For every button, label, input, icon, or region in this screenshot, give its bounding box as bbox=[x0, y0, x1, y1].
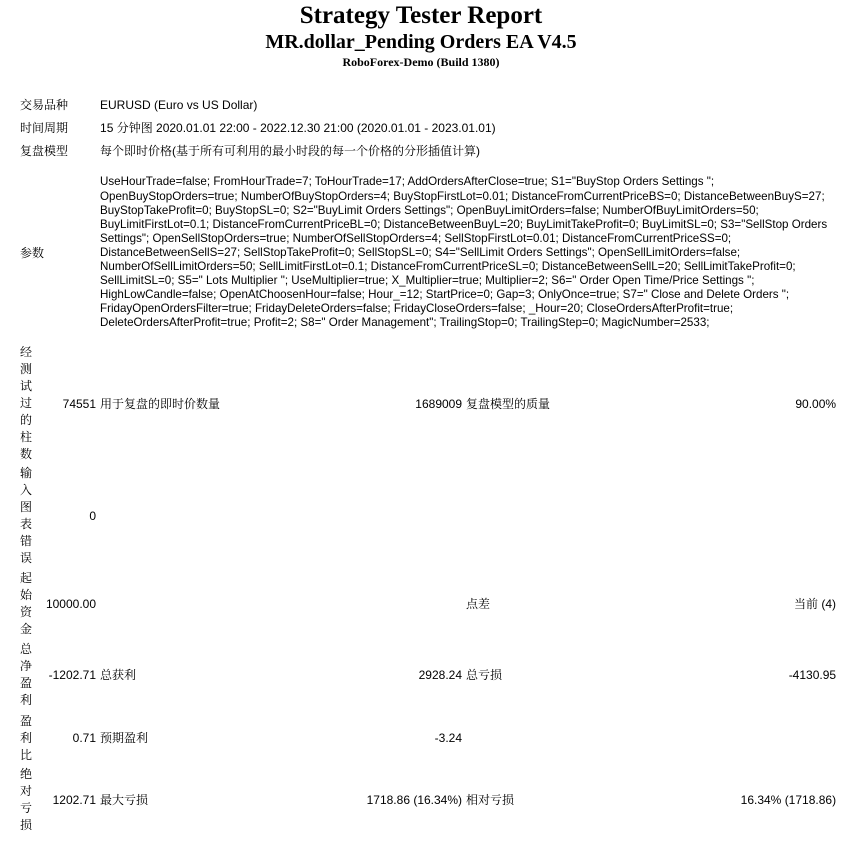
bars-tested-value-2: 1689009 bbox=[415, 396, 463, 411]
stats-row-chart-errors bbox=[18, 463, 838, 568]
profit-factor-label: 盈利比 bbox=[20, 713, 33, 762]
chart-errors-label-2 bbox=[98, 463, 278, 568]
absolute-drawdown-value: 1202.71 bbox=[52, 793, 97, 807]
total-net-profit-label-2: 总获利 bbox=[100, 668, 137, 682]
initial-deposit-label-2 bbox=[98, 568, 278, 640]
bars-tested-label-2: 用于复盘的即时价数量 bbox=[100, 396, 221, 411]
report-title: Strategy Tester Report bbox=[299, 2, 543, 29]
info-row-symbol bbox=[18, 94, 838, 116]
total-net-profit-label-3: 总亏损 bbox=[466, 668, 503, 682]
parameters-value: UseHourTrade=false; FromHourTrade=7; ToHourTrade=17; AddOrdersAfterClose=true; S1="BuyStop Orders Settings "; OpenBuyStopOrders=true; NumberOfBuyStopOrders=4; BuyStopFirstLot=0.01; DistanceFromCurrentPriceBS=0; DistanceBetweenBuyS=27; BuyStopTakeProfit=0; BuyStopSL=0; S2="BuyLimit Orders Settings"; OpenBuyLimitOrders=false; NumberOfBuyLimitOrders=50; BuyLimitFirstLot=0.1; DistanceFromCurrentPriceBL=0; DistanceBetweenBuyL=20; BuyLimitTakeProfit=0; BuyLimitSL=0; S3="SellStop Orders Settings"; OpenSellStopOrders=true; NumberOfSellStopOrders=4; SellStopFirstLot=0.01; DistanceFromCurrentPriceSS=0; DistanceBetweenSellS=27; SellStopTakeProfit=0; SellStopSL=0; S4="SellLimit Orders Settings"; OpenSellLimitOrders=false; NumberOfSellLimitOrders=50; SellLimitFirstLot=0.1; DistanceFromCurrentPriceSL=0; DistanceBetweenSellL=20; SellLimitTakeProfit=0; SellLimitSL=0; S5=" Lots Multiplier "; UseMultiplier=true; X_Multiplier=true; Multiplier=2; S6=" Order Open Time/Price Settings "; HighLowCandle=false; OpenAtChoosenHour=false; Hour_=12; StartPrice=0; Gap=3; OnlyOnce=true; S7=" Close and Delete Orders "; FridayOpenOrdersFilter=true; FridayDeleteOrders=false; FridayCloseOrders=false; _Hour=20; CloseOrdersAfterProfit=true; DeleteOrdersAfterProfit=true; Profit=2; S8=" Order Management"; TrailingStop=0; TrailingStep=0; MagicNumber=2533; bbox=[100, 175, 828, 330]
bars-tested-value: 74551 bbox=[62, 396, 97, 411]
parameters-label: 参数 bbox=[20, 246, 45, 260]
expert-name: MR.dollar_Pending Orders EA V4.5 bbox=[265, 31, 577, 53]
initial-deposit-label-3: 点差 bbox=[466, 597, 491, 611]
total-net-profit-value-3: -4130.95 bbox=[788, 668, 837, 682]
info-row-model bbox=[18, 140, 838, 162]
absolute-drawdown-value-2: 1718.86 (16.34%) bbox=[366, 793, 463, 807]
profit-factor-label-2: 预期盈利 bbox=[100, 731, 149, 745]
stats-row-profit-factor bbox=[18, 710, 838, 766]
initial-deposit-value: 10000.00 bbox=[45, 597, 97, 611]
symbol-value: EURUSD (Euro vs US Dollar) bbox=[100, 98, 258, 112]
chart-errors-value: 0 bbox=[89, 508, 97, 523]
symbol-label: 交易品种 bbox=[20, 98, 69, 112]
chart-errors-label: 输入图表错误 bbox=[20, 465, 33, 565]
bars-tested-label: 经测试过的柱数 bbox=[20, 345, 33, 461]
info-row-period bbox=[18, 116, 838, 140]
chart-errors-value-2 bbox=[278, 463, 464, 568]
profit-factor-value-3 bbox=[644, 710, 838, 766]
total-net-profit-value: -1202.71 bbox=[48, 668, 97, 682]
bars-tested-label-3: 复盘模型的质量 bbox=[466, 396, 551, 411]
total-net-profit-value-2: 2928.24 bbox=[418, 668, 463, 682]
initial-deposit-value-2 bbox=[278, 568, 464, 640]
initial-deposit-label: 起始资金 bbox=[20, 571, 33, 636]
chart-errors-value-3 bbox=[644, 463, 838, 568]
profit-factor-value-2: -3.24 bbox=[434, 731, 463, 745]
total-net-profit-label: 总净盈利 bbox=[20, 642, 33, 707]
stats-row-total-net-profit bbox=[18, 640, 838, 710]
absolute-drawdown-label: 绝对亏损 bbox=[20, 767, 33, 832]
model-value: 每个即时价格(基于所有可利用的最小时段的每一个价格的分形插值计算) bbox=[100, 144, 481, 158]
bars-tested-value-3: 90.00% bbox=[795, 396, 837, 411]
stats-section bbox=[18, 344, 838, 834]
absolute-drawdown-label-2: 最大亏损 bbox=[100, 793, 149, 807]
chart-errors-label-3 bbox=[464, 463, 644, 568]
absolute-drawdown-label-3: 相对亏损 bbox=[466, 793, 515, 807]
profit-factor-value: 0.71 bbox=[72, 731, 97, 745]
stats-row-initial-deposit bbox=[18, 568, 838, 640]
initial-deposit-value-3: 当前 (4) bbox=[794, 597, 837, 611]
info-row-parameters bbox=[18, 162, 838, 344]
period-label: 时间周期 bbox=[20, 121, 69, 135]
model-label: 复盘模型 bbox=[20, 144, 69, 158]
stats-row-bars-tested bbox=[18, 344, 838, 463]
absolute-drawdown-value-3: 16.34% (1718.86) bbox=[740, 793, 837, 807]
report-table bbox=[18, 94, 838, 834]
stats-row-absolute-drawdown bbox=[18, 766, 838, 834]
profit-factor-label-3 bbox=[464, 710, 644, 766]
server-build: RoboForex-Demo (Build 1380) bbox=[342, 55, 500, 69]
period-value: 15 分钟图 2020.01.01 22:00 - 2022.12.30 21:00 (2020.01.01 - 2023.01.01) bbox=[100, 121, 496, 135]
